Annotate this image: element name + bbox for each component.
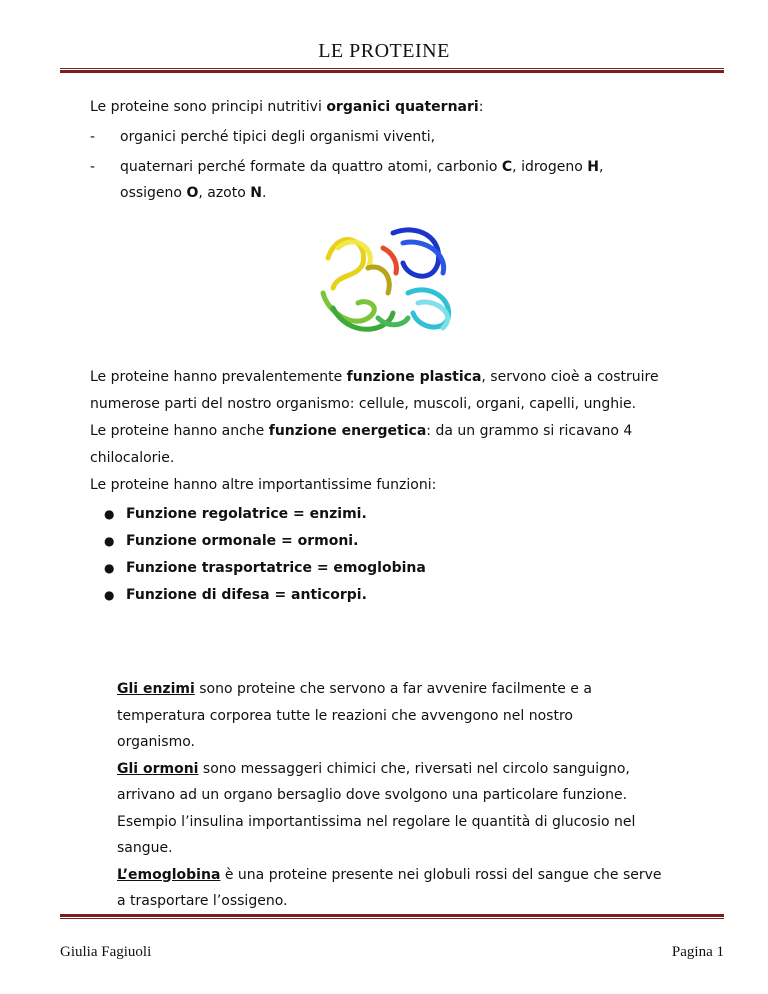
footer-page-number: Pagina 1 bbox=[671, 944, 724, 960]
list-item: ● Funzione regolatrice = enzimi. bbox=[90, 501, 690, 528]
list-item: ● Funzione ormonale = ormoni. bbox=[90, 528, 690, 555]
intro-paragraph: Le proteine sono principi nutritivi organici quaternari: bbox=[90, 99, 484, 115]
list-item: - quaternari perché formate da quattro atomi, carbonio C, idrogeno H, ossigeno O, azoto N. bbox=[90, 159, 604, 201]
bullet-icon: ● bbox=[104, 561, 115, 575]
definition-ormoni: Gli ormoni sono messaggeri chimici che, riversati nel circolo sanguigno, arrivano ad un organo bersaglio dove svolgono una particolare funzione. Esempio l’insulina importantissima nel regolare le quantità di glucosio nel sangue. bbox=[117, 760, 636, 856]
list-item: ● Funzione di difesa = anticorpi. bbox=[90, 582, 690, 609]
page-title: LE PROTEINE bbox=[318, 40, 450, 62]
footer-author: Giulia Fagiuoli bbox=[60, 944, 152, 960]
document-body bbox=[90, 94, 690, 206]
functions-section: Le proteine hanno prevalentemente funzione plastica, servono cioè a costruire numerose parti del nostro organismo: cellule, muscoli, organi, capelli, unghie. Le proteine hanno anche funzione energetica: da un grammo si ricavano 4 chilocalorie. Le proteine hanno altre importantissime funzioni: ● Funzione regolatrice = enzimi. ● Funzione ormonale = ormoni. ● Funzione trasportatrice = emoglobina ● Funzione di difesa = anticorpi. bbox=[90, 364, 690, 609]
header-rule bbox=[60, 68, 724, 73]
bullet-icon: ● bbox=[104, 534, 115, 548]
intro-bold-term: organici quaternari bbox=[326, 99, 479, 115]
list-item: - organici perché tipici degli organismi viventi, bbox=[90, 129, 436, 145]
definitions-section bbox=[117, 676, 717, 915]
bullet-icon: ● bbox=[104, 588, 115, 602]
protein-ribbon-icon bbox=[308, 218, 470, 346]
functions-list bbox=[90, 501, 690, 609]
list-item: ● Funzione trasportatrice = emoglobina bbox=[90, 555, 690, 582]
protein-structure-image bbox=[308, 218, 470, 346]
bullet-icon: ● bbox=[104, 507, 115, 521]
definition-enzimi: Gli enzimi sono proteine che servono a far avvenire facilmente e a temperatura corporea tutte le reazioni che avvengono nel nostro organismo. bbox=[117, 681, 592, 750]
definition-emoglobina: L’emoglobina è una proteine presente nei globuli rossi del sangue che serve a trasportare l’ossigeno. bbox=[117, 866, 662, 909]
footer-rule bbox=[60, 914, 724, 919]
